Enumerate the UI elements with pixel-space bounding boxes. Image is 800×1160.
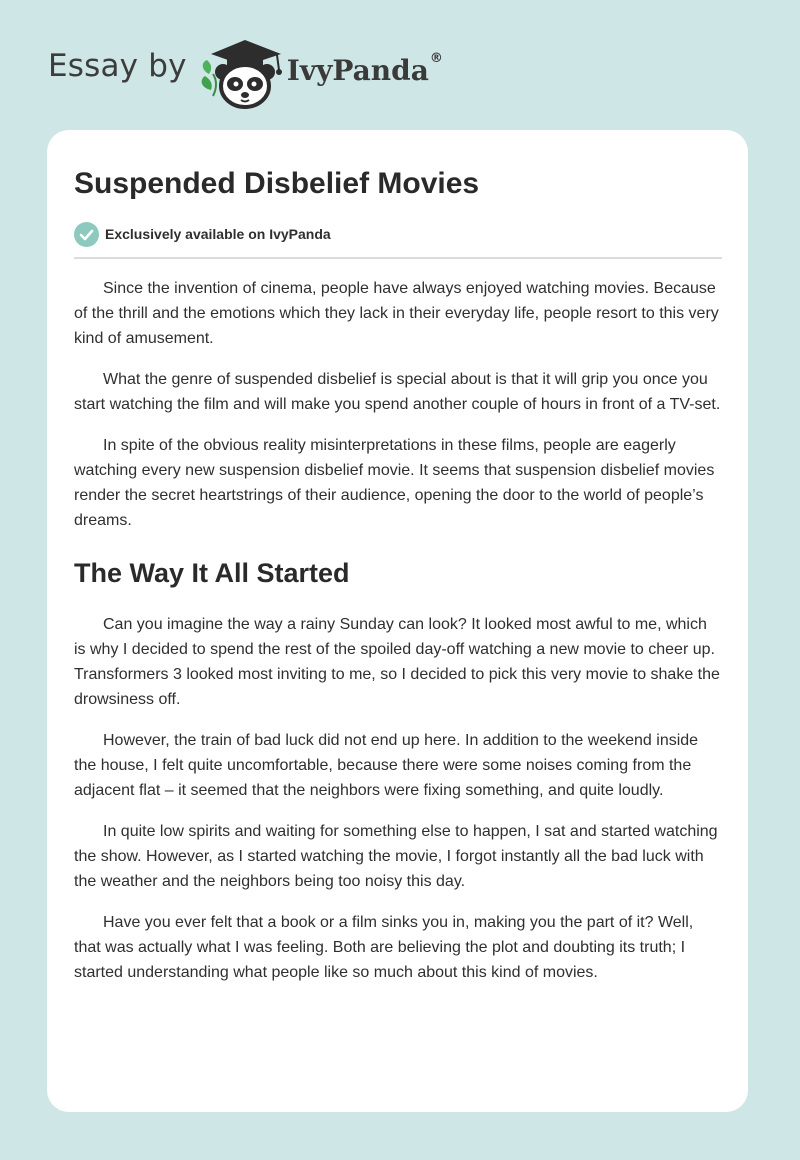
paragraph: Since the invention of cinema, people have always enjoyed watching movies. Because of the thrill and the emotions which they lack in their everyday life, people resort to this very kind of amusement. — [74, 280, 719, 347]
registered-mark: ® — [429, 50, 443, 66]
paragraph: Can you imagine the way a rainy Sunday can look? It looked most awful to me, which is why I decided to spend the rest of the spoiled day-off watching a new movie to cheer up. Transformers 3 looked most inviting to me, so I decided to pick this very movie to shake the drowsiness off. — [74, 616, 720, 708]
paragraph: What the genre of suspended disbelief is special about is that it will grip you once you start watching the film and will make you spend another couple of hours in front of a TV-set. — [74, 371, 721, 413]
brand-prefix: Essay by — [48, 48, 187, 84]
brand-header[interactable] — [48, 34, 443, 110]
section-heading: The Way It All Started — [74, 558, 350, 588]
brand-name: IvyPanda — [286, 53, 429, 87]
exclusive-badge — [74, 221, 722, 247]
paragraph: However, the train of bad luck did not end up here. In addition to the weekend inside the house, I felt quite uncomfortable, because there were some noises coming from the adjacent flat – it seemed that the neighbors were fixing something, and quite loudly. — [74, 732, 699, 799]
title-divider — [74, 257, 722, 259]
paragraph: In quite low spirits and waiting for something else to happen, I sat and started watching the show. However, as I started watching the movie, I forgot instantly all the bad luck with the weather and the neighbors being too noisy this day. — [74, 823, 718, 890]
check-circle-icon — [74, 222, 99, 247]
essay-card — [47, 130, 748, 1112]
panda-graduate-logo-icon — [199, 34, 285, 110]
essay-title: Suspended Disbelief Movies — [74, 167, 480, 200]
paragraph: In spite of the obvious reality misinterpretations in these films, people are eagerly watching every new suspension disbelief movie. It seems that suspension disbelief movies render the secret heartstrings of their audience, opening the door to the world of people’s dreams. — [74, 437, 715, 529]
exclusive-badge-label: Exclusively available on IvyPanda — [105, 226, 331, 242]
paragraph: Have you ever felt that a book or a film sinks you in, making you the part of it? Well, that was actually what I was feeling. Both are believing the plot and doubting its truth; I started understanding what people like so much about this kind of movies. — [74, 914, 694, 981]
